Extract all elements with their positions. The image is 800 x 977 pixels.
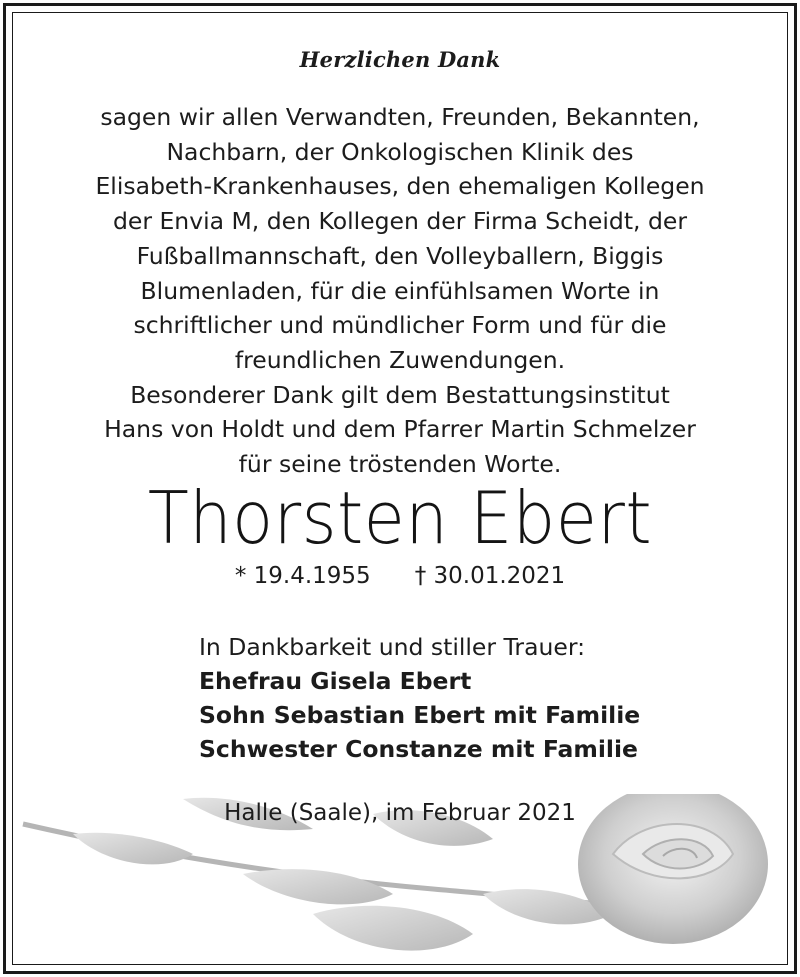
life-dates: [13, 563, 787, 589]
death-date: † 30.01.2021: [414, 563, 566, 589]
thanks-message: [13, 100, 787, 482]
family-member: Sohn Sebastian Ebert mit Familie: [199, 701, 641, 729]
message-line: freundlichen Zuwendungen.: [234, 345, 566, 374]
message-line: Elisabeth-Krankenhauses, den ehemaligen Kollegen: [95, 172, 705, 201]
family-member: Ehefrau Gisela Ebert: [199, 667, 472, 695]
message-line: Fußballmannschaft, den Volleyballern, Biggis: [136, 241, 664, 270]
notice-frame: [3, 3, 797, 974]
deceased-name: Thorsten Ebert: [147, 476, 653, 560]
message-line: schriftlicher und mündlicher Form und für die: [133, 311, 667, 340]
message-line: für seine tröstenden Worte.: [238, 450, 562, 479]
heading-thanks: Herzlichen Dank: [299, 47, 501, 72]
message-line: sagen wir allen Verwandten, Freunden, Bekannten,: [100, 103, 700, 131]
family-member: Schwester Constanze mit Familie: [199, 735, 638, 763]
family-block: [199, 630, 787, 766]
message-line: der Envia M, den Kollegen der Firma Scheidt, der: [112, 207, 688, 236]
message-line: Nachbarn, der Onkologischen Klinik des: [166, 137, 634, 166]
message-line: Besonderer Dank gilt dem Bestattungsinstitut: [130, 380, 670, 409]
mourning-intro: In Dankbarkeit und stiller Trauer:: [199, 633, 586, 661]
notice-inner-border: [12, 12, 788, 965]
birth-date: * 19.4.1955: [234, 563, 371, 589]
message-line: Hans von Holdt und dem Pfarrer Martin Schmelzer: [104, 415, 696, 444]
message-line: Blumenladen, für die einfühlsamen Worte in: [140, 276, 660, 305]
place-and-date: Halle (Saale), im Februar 2021: [224, 800, 576, 826]
